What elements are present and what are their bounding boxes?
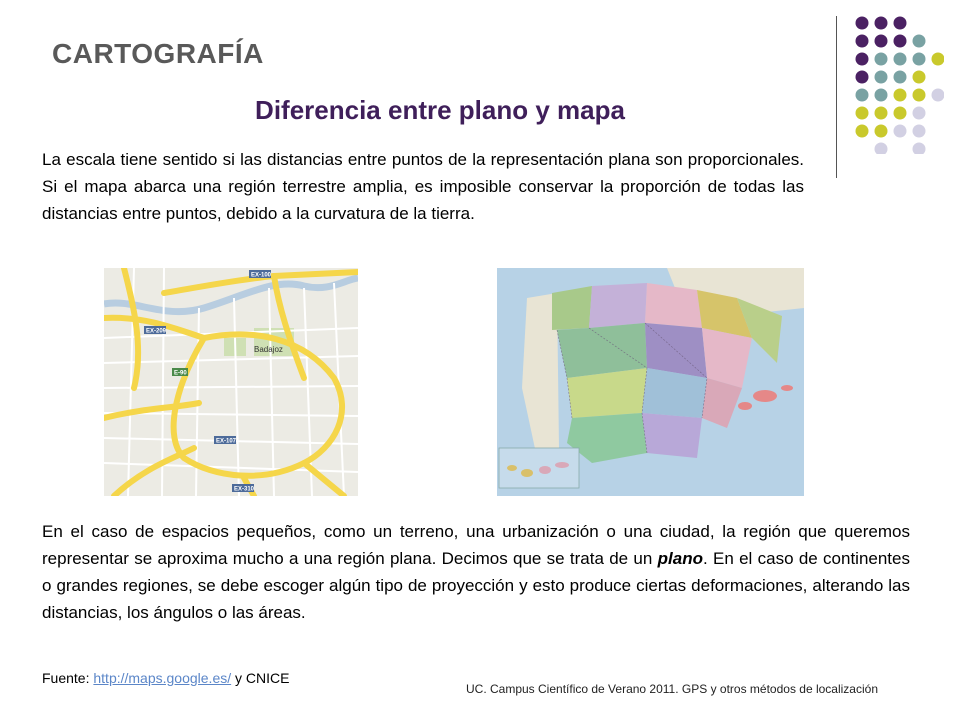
road-label: EX-209: [146, 328, 167, 335]
city-plan-image: [104, 268, 358, 496]
decorative-divider: [836, 16, 837, 178]
road-label: EX-107: [216, 438, 237, 445]
road-label: EX-310: [234, 486, 255, 493]
explanation-paragraph: En el caso de espacios pequeños, como un terreno, una urbanización o una ciudad, la región que queremos representar se aproxima mucho a una región plana. Decimos que se trata de un plano. En el caso de continentes o grandes regiones, se debe escoger algún tipo de proyección y esto produce ciertas deformaciones, alterando las distancias, los ángulos o las áreas.: [42, 522, 910, 622]
road-label: EX-100: [251, 272, 272, 279]
slide-title: Diferencia entre plano y mapa: [255, 95, 625, 125]
source-line: Fuente: http://maps.google.es/ y CNICE: [42, 670, 290, 686]
city-label: Badajoz: [254, 345, 283, 354]
footer-text: UC. Campus Científico de Verano 2011. GPS y otros métodos de localización: [466, 682, 878, 696]
emphasis-plano: plano: [657, 549, 703, 568]
decorative-dot-grid: [844, 14, 944, 154]
spain-map-image: [497, 268, 804, 496]
intro-paragraph: La escala tiene sentido si las distancias entre puntos de la representación plana son proporcionales. Si el mapa abarca una región terrestre amplia, es imposible conservar la proporción de todas las distancias entre puntos, debido a la curvatura de la tierra.: [42, 150, 804, 223]
source-link[interactable]: http://maps.google.es/: [93, 670, 232, 686]
section-header: CARTOGRAFÍA: [52, 38, 264, 69]
road-label: E-90: [174, 370, 187, 377]
